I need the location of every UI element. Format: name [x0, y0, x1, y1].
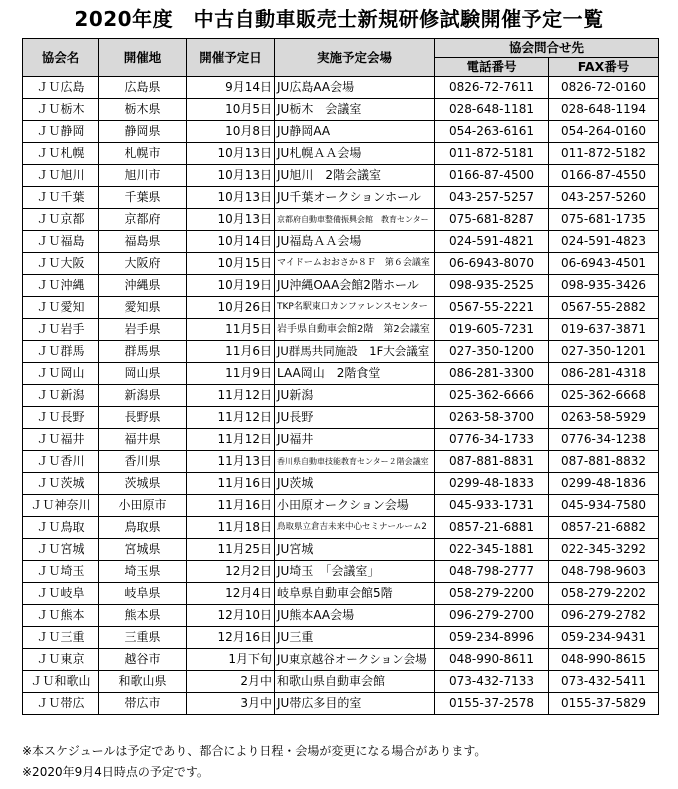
- cell-phone: 022-345-1881: [435, 539, 549, 561]
- table-row: [23, 187, 659, 209]
- cell-date: 10月13日: [187, 165, 275, 187]
- cell-fax: 0567-55-2882: [549, 297, 659, 319]
- header-association: 協会名: [23, 39, 99, 77]
- cell-association: ＪＵ和歌山: [23, 671, 99, 693]
- schedule-table: [22, 38, 659, 715]
- cell-venue: JU札幌ＡＡ会場: [275, 143, 435, 165]
- cell-association: ＪＵ栃木: [23, 99, 99, 121]
- table-row: [23, 583, 659, 605]
- table-header: [23, 39, 659, 77]
- table-row: [23, 297, 659, 319]
- cell-phone: 087-881-8831: [435, 451, 549, 473]
- cell-location: 京都府: [99, 209, 187, 231]
- cell-fax: 043-257-5260: [549, 187, 659, 209]
- header-phone: 電話番号: [435, 58, 549, 77]
- cell-fax: 096-279-2782: [549, 605, 659, 627]
- cell-location: 宮城県: [99, 539, 187, 561]
- cell-association: ＪＵ岡山: [23, 363, 99, 385]
- cell-fax: 0166-87-4550: [549, 165, 659, 187]
- cell-phone: 0826-72-7611: [435, 77, 549, 99]
- cell-venue: 小田原オークション会場: [275, 495, 435, 517]
- cell-association: ＪＵ香川: [23, 451, 99, 473]
- cell-location: 埼玉県: [99, 561, 187, 583]
- header-venue: 実施予定会場: [275, 39, 435, 77]
- table-row: [23, 649, 659, 671]
- cell-fax: 087-881-8832: [549, 451, 659, 473]
- cell-date: 11月16日: [187, 495, 275, 517]
- table-row: [23, 121, 659, 143]
- cell-venue: 京都府自動車整備振興会館 教育センター: [275, 209, 435, 231]
- cell-fax: 054-264-0160: [549, 121, 659, 143]
- cell-location: 長野県: [99, 407, 187, 429]
- cell-date: 12月2日: [187, 561, 275, 583]
- cell-location: 香川県: [99, 451, 187, 473]
- cell-date: 11月12日: [187, 385, 275, 407]
- cell-date: 12月4日: [187, 583, 275, 605]
- cell-date: 1月下旬: [187, 649, 275, 671]
- cell-association: ＪＵ群馬: [23, 341, 99, 363]
- table-row: [23, 539, 659, 561]
- cell-date: 11月12日: [187, 407, 275, 429]
- cell-location: 熊本県: [99, 605, 187, 627]
- table-row: [23, 495, 659, 517]
- cell-location: 岡山県: [99, 363, 187, 385]
- cell-date: 11月12日: [187, 429, 275, 451]
- cell-association: ＪＵ鳥取: [23, 517, 99, 539]
- table-row: [23, 517, 659, 539]
- cell-association: ＪＵ帯広: [23, 693, 99, 715]
- cell-location: 越谷市: [99, 649, 187, 671]
- cell-association: ＪＵ札幌: [23, 143, 99, 165]
- cell-date: 10月13日: [187, 143, 275, 165]
- table-row: [23, 209, 659, 231]
- page-title: 2020年度 中古自動車販売士新規研修試験開催予定一覧: [74, 7, 604, 31]
- cell-date: 10月14日: [187, 231, 275, 253]
- cell-association: ＪＵ新潟: [23, 385, 99, 407]
- cell-fax: 06-6943-4501: [549, 253, 659, 275]
- cell-location: 鳥取県: [99, 517, 187, 539]
- cell-phone: 048-990-8611: [435, 649, 549, 671]
- cell-association: ＪＵ静岡: [23, 121, 99, 143]
- cell-date: 11月18日: [187, 517, 275, 539]
- cell-location: 千葉県: [99, 187, 187, 209]
- cell-location: 大阪府: [99, 253, 187, 275]
- cell-date: 10月13日: [187, 187, 275, 209]
- cell-fax: 073-432-5411: [549, 671, 659, 693]
- cell-venue: JU宮城: [275, 539, 435, 561]
- cell-phone: 073-432-7133: [435, 671, 549, 693]
- cell-location: 岩手県: [99, 319, 187, 341]
- cell-phone: 096-279-2700: [435, 605, 549, 627]
- cell-venue: JU長野: [275, 407, 435, 429]
- cell-location: 札幌市: [99, 143, 187, 165]
- table-row: [23, 275, 659, 297]
- cell-venue: JU旭川 2階会議室: [275, 165, 435, 187]
- cell-date: 11月16日: [187, 473, 275, 495]
- cell-phone: 0299-48-1833: [435, 473, 549, 495]
- cell-venue: JU新潟: [275, 385, 435, 407]
- note-schedule-change: ※本スケジュールは予定であり、都合により日程・会場が変更になる場合があります。: [22, 744, 487, 758]
- table-row: [23, 77, 659, 99]
- cell-association: ＪＵ福井: [23, 429, 99, 451]
- cell-venue: 香川県自動車技能教育センター２階会議室: [275, 451, 435, 473]
- cell-location: 和歌山県: [99, 671, 187, 693]
- cell-association: ＪＵ旭川: [23, 165, 99, 187]
- cell-association: ＪＵ三重: [23, 627, 99, 649]
- cell-fax: 058-279-2202: [549, 583, 659, 605]
- cell-phone: 048-798-2777: [435, 561, 549, 583]
- table-row: [23, 363, 659, 385]
- cell-venue: JU熊本AA会場: [275, 605, 435, 627]
- cell-location: 三重県: [99, 627, 187, 649]
- cell-venue: JU沖縄OAA会館2階ホール: [275, 275, 435, 297]
- header-contact: 協会問合せ先: [435, 39, 659, 58]
- cell-location: 小田原市: [99, 495, 187, 517]
- cell-venue: JU帯広多目的室: [275, 693, 435, 715]
- header-fax: FAX番号: [549, 58, 659, 77]
- cell-date: 10月19日: [187, 275, 275, 297]
- cell-date: 9月14日: [187, 77, 275, 99]
- table-row: [23, 627, 659, 649]
- cell-phone: 027-350-1200: [435, 341, 549, 363]
- cell-venue: JU三重: [275, 627, 435, 649]
- cell-phone: 025-362-6666: [435, 385, 549, 407]
- cell-date: 10月5日: [187, 99, 275, 121]
- cell-fax: 075-681-1735: [549, 209, 659, 231]
- table-row: [23, 671, 659, 693]
- table-row: [23, 319, 659, 341]
- cell-phone: 011-872-5181: [435, 143, 549, 165]
- cell-date: 10月8日: [187, 121, 275, 143]
- cell-phone: 028-648-1181: [435, 99, 549, 121]
- cell-venue: JU栃木 会議室: [275, 99, 435, 121]
- cell-association: ＪＵ愛知: [23, 297, 99, 319]
- cell-venue: JU東京越谷オークション会場: [275, 649, 435, 671]
- cell-date: 3月中: [187, 693, 275, 715]
- cell-date: 11月9日: [187, 363, 275, 385]
- table-body: [23, 77, 659, 715]
- cell-phone: 098-935-2525: [435, 275, 549, 297]
- cell-venue: JU静岡AA: [275, 121, 435, 143]
- cell-venue: 岐阜県自動車会館5階: [275, 583, 435, 605]
- cell-date: 12月16日: [187, 627, 275, 649]
- notes: [22, 741, 486, 783]
- cell-location: 群馬県: [99, 341, 187, 363]
- cell-date: 11月13日: [187, 451, 275, 473]
- cell-venue: JU福島ＡＡ会場: [275, 231, 435, 253]
- cell-venue: JU福井: [275, 429, 435, 451]
- cell-phone: 045-933-1731: [435, 495, 549, 517]
- cell-phone: 019-605-7231: [435, 319, 549, 341]
- cell-phone: 054-263-6161: [435, 121, 549, 143]
- header-date: 開催予定日: [187, 39, 275, 77]
- cell-phone: 058-279-2200: [435, 583, 549, 605]
- cell-fax: 011-872-5182: [549, 143, 659, 165]
- table-row: [23, 385, 659, 407]
- cell-location: 帯広市: [99, 693, 187, 715]
- cell-association: ＪＵ長野: [23, 407, 99, 429]
- cell-fax: 059-234-9431: [549, 627, 659, 649]
- header-location: 開催地: [99, 39, 187, 77]
- table-row: [23, 143, 659, 165]
- cell-fax: 0155-37-5829: [549, 693, 659, 715]
- cell-location: 岐阜県: [99, 583, 187, 605]
- table-row: [23, 407, 659, 429]
- cell-date: 10月13日: [187, 209, 275, 231]
- cell-fax: 0776-34-1238: [549, 429, 659, 451]
- cell-fax: 0857-21-6882: [549, 517, 659, 539]
- cell-phone: 059-234-8996: [435, 627, 549, 649]
- cell-fax: 0299-48-1836: [549, 473, 659, 495]
- cell-fax: 028-648-1194: [549, 99, 659, 121]
- cell-phone: 06-6943-8070: [435, 253, 549, 275]
- cell-association: ＪＵ茨城: [23, 473, 99, 495]
- cell-location: 愛知県: [99, 297, 187, 319]
- cell-location: 静岡県: [99, 121, 187, 143]
- cell-location: 広島県: [99, 77, 187, 99]
- table-row: [23, 99, 659, 121]
- table-row: [23, 693, 659, 715]
- cell-association: ＪＵ京都: [23, 209, 99, 231]
- cell-fax: 045-934-7580: [549, 495, 659, 517]
- cell-venue: LAA岡山 2階食堂: [275, 363, 435, 385]
- cell-association: ＪＵ広島: [23, 77, 99, 99]
- cell-phone: 0567-55-2221: [435, 297, 549, 319]
- cell-venue: JU千葉オークションホール: [275, 187, 435, 209]
- cell-fax: 024-591-4823: [549, 231, 659, 253]
- cell-association: ＪＵ沖縄: [23, 275, 99, 297]
- cell-date: 11月25日: [187, 539, 275, 561]
- cell-date: 11月6日: [187, 341, 275, 363]
- cell-phone: 0155-37-2578: [435, 693, 549, 715]
- table-row: [23, 341, 659, 363]
- cell-phone: 0166-87-4500: [435, 165, 549, 187]
- cell-venue: TKP名駅東口カンファレンスセンター: [275, 297, 435, 319]
- cell-date: 12月10日: [187, 605, 275, 627]
- cell-fax: 019-637-3871: [549, 319, 659, 341]
- cell-venue: JU茨城: [275, 473, 435, 495]
- cell-location: 新潟県: [99, 385, 187, 407]
- cell-association: ＪＵ岐阜: [23, 583, 99, 605]
- cell-phone: 0263-58-3700: [435, 407, 549, 429]
- cell-association: ＪＵ埼玉: [23, 561, 99, 583]
- cell-phone: 075-681-8287: [435, 209, 549, 231]
- cell-association: ＪＵ岩手: [23, 319, 99, 341]
- cell-location: 旭川市: [99, 165, 187, 187]
- cell-phone: 0857-21-6881: [435, 517, 549, 539]
- cell-phone: 086-281-3300: [435, 363, 549, 385]
- cell-date: 10月26日: [187, 297, 275, 319]
- table-row: [23, 429, 659, 451]
- cell-phone: 0776-34-1733: [435, 429, 549, 451]
- cell-fax: 0263-58-5929: [549, 407, 659, 429]
- cell-fax: 022-345-3292: [549, 539, 659, 561]
- cell-association: ＪＵ東京: [23, 649, 99, 671]
- cell-date: 11月5日: [187, 319, 275, 341]
- cell-date: 2月中: [187, 671, 275, 693]
- cell-fax: 048-990-8615: [549, 649, 659, 671]
- cell-venue: マイドームおおさか８Ｆ 第６会議室: [275, 253, 435, 275]
- cell-venue: JU広島AA会場: [275, 77, 435, 99]
- cell-location: 福井県: [99, 429, 187, 451]
- cell-association: ＪＵ宮城: [23, 539, 99, 561]
- table-row: [23, 253, 659, 275]
- cell-location: 沖縄県: [99, 275, 187, 297]
- cell-location: 栃木県: [99, 99, 187, 121]
- cell-location: 茨城県: [99, 473, 187, 495]
- cell-association: ＪＵ熊本: [23, 605, 99, 627]
- cell-venue: 岩手県自動車会館2階 第2会議室: [275, 319, 435, 341]
- cell-phone: 043-257-5257: [435, 187, 549, 209]
- table-row: [23, 561, 659, 583]
- cell-venue: 鳥取県立倉吉未来中心セミナールーム2: [275, 517, 435, 539]
- table-row: [23, 473, 659, 495]
- cell-association: ＪＵ神奈川: [23, 495, 99, 517]
- cell-venue: JU埼玉 「会議室」: [275, 561, 435, 583]
- cell-association: ＪＵ福島: [23, 231, 99, 253]
- table-row: [23, 605, 659, 627]
- note-as-of-date: ※2020年9月4日時点の予定です。: [22, 765, 209, 779]
- cell-fax: 025-362-6668: [549, 385, 659, 407]
- cell-fax: 027-350-1201: [549, 341, 659, 363]
- cell-location: 福島県: [99, 231, 187, 253]
- table-row: [23, 231, 659, 253]
- cell-venue: 和歌山県自動車会館: [275, 671, 435, 693]
- cell-date: 10月15日: [187, 253, 275, 275]
- table-row: [23, 451, 659, 473]
- cell-fax: 086-281-4318: [549, 363, 659, 385]
- cell-association: ＪＵ千葉: [23, 187, 99, 209]
- cell-fax: 0826-72-0160: [549, 77, 659, 99]
- cell-fax: 098-935-3426: [549, 275, 659, 297]
- cell-phone: 024-591-4821: [435, 231, 549, 253]
- cell-fax: 048-798-9603: [549, 561, 659, 583]
- cell-venue: JU群馬共同施設 1F大会議室: [275, 341, 435, 363]
- cell-association: ＪＵ大阪: [23, 253, 99, 275]
- table-row: [23, 165, 659, 187]
